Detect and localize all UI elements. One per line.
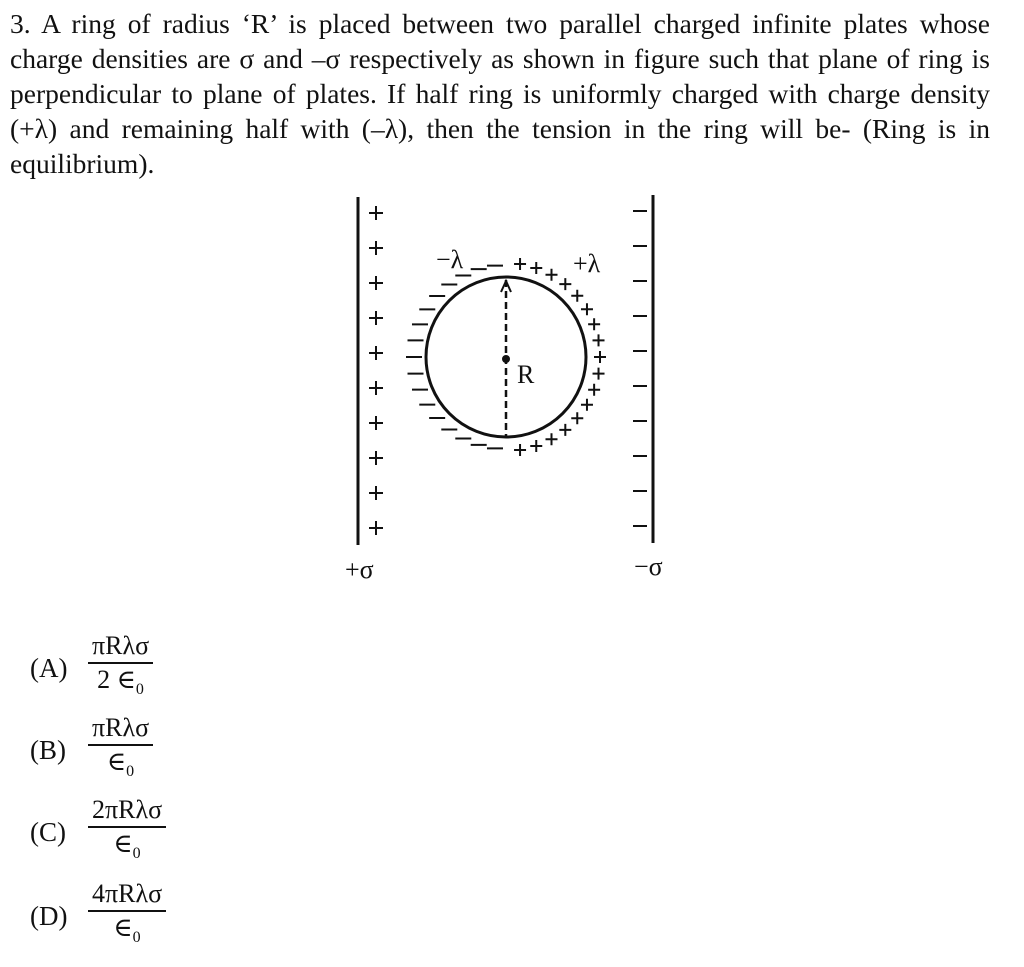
- fraction: [88, 794, 166, 870]
- option-label: (D): [30, 900, 68, 931]
- negative-lambda-label: −λ: [436, 245, 464, 274]
- option-label: (C): [30, 816, 66, 847]
- denominator: $\in_0$: [106, 746, 135, 781]
- option-a[interactable]: [30, 628, 153, 708]
- denominator: 2 $\in_0$: [97, 664, 144, 699]
- option-d[interactable]: [30, 876, 166, 956]
- option-b[interactable]: [30, 710, 153, 790]
- numerator: 4πRλσ: [88, 878, 166, 912]
- numerator: 2πRλσ: [88, 794, 166, 828]
- minus-sigma-label: −σ: [634, 552, 663, 581]
- option-c[interactable]: [30, 792, 166, 872]
- radius-arrow-icon: [501, 281, 511, 292]
- positive-lambda-label: +λ: [573, 249, 601, 278]
- ring-negative-charges: [406, 266, 503, 449]
- left-plate-plus-signs: [369, 206, 383, 535]
- plus-sigma-label: +σ: [345, 555, 374, 584]
- option-label: (B): [30, 734, 66, 765]
- option-label: (A): [30, 652, 68, 683]
- right-plate-minus-signs: [633, 211, 647, 526]
- radius-label: R: [517, 360, 535, 389]
- fraction: [88, 878, 166, 954]
- numerator: πRλσ: [88, 630, 153, 664]
- denominator: $\in_0$: [113, 912, 141, 947]
- ring: [426, 277, 586, 437]
- center-dot: [502, 355, 510, 363]
- ring-positive-charges: [514, 258, 606, 456]
- denominator: $\in_0$: [113, 828, 141, 863]
- question-text: 3. A ring of radius ‘R’ is placed between two parallel charged infinite plates whose charge densities are σ and –σ respectively as shown in figure such that plane of ring is perpendicular to plane of plates. If half ring is uniformly charged with charge density (+λ) and remaining half with (–λ), then the tension in the ring will be- (Ring is in equilibrium).: [10, 8, 990, 179]
- fraction: [88, 712, 153, 788]
- fraction: [88, 630, 153, 706]
- numerator: πRλσ: [88, 712, 153, 746]
